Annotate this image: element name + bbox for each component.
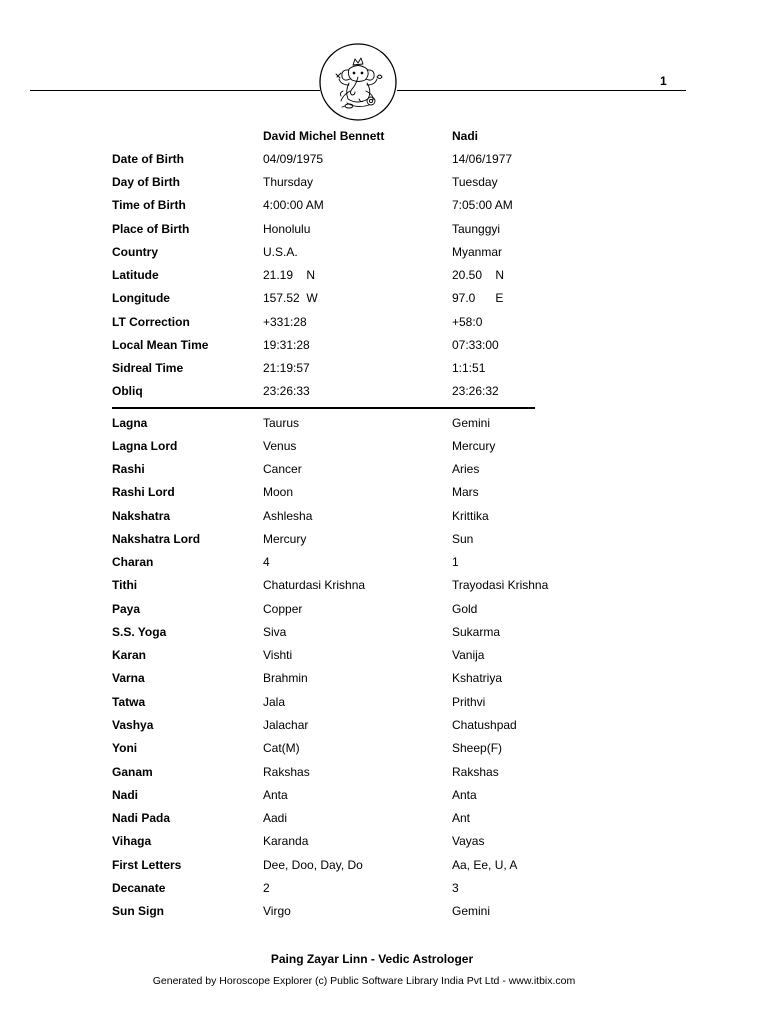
person2-nadi-pada: Ant (452, 811, 471, 825)
person1-tithi: Chaturdasi Krishna (263, 578, 366, 592)
person2-vihaga: Vayas (452, 834, 485, 848)
person2-place-of-birth: Taunggyi (452, 222, 501, 236)
row-label-nadi: Nadi (112, 788, 139, 802)
person1-charan: 4 (263, 555, 270, 569)
person1-first-letters: Dee, Doo, Day, Do (263, 858, 363, 872)
row-label-charan: Charan (112, 555, 154, 569)
person2-yoni: Sheep(F) (452, 741, 503, 755)
row-label-obliq: Obliq (112, 384, 143, 398)
person2-first-letters: Aa, Ee, U, A (452, 858, 518, 872)
row-label-time-of-birth: Time of Birth (112, 198, 186, 212)
header-rule-left (30, 90, 320, 91)
row-label-lt-correction: LT Correction (112, 315, 190, 329)
row-label-local-mean-time: Local Mean Time (112, 338, 209, 352)
row-label-lagna-lord: Lagna Lord (112, 439, 178, 453)
row-label-vihaga: Vihaga (112, 834, 152, 848)
row-label-place-of-birth: Place of Birth (112, 222, 190, 236)
person2-nakshatra-lord: Sun (452, 532, 474, 546)
person2-sun-sign: Gemini (452, 904, 491, 918)
footer-title: Paing Zayar Linn - Vedic Astrologer (270, 952, 474, 966)
person1-vihaga: Karanda (263, 834, 309, 848)
person2-decanate: 3 (452, 881, 459, 895)
person2-vashya: Chatushpad (452, 718, 517, 732)
person1-sidreal-time: 21:19:57 (263, 361, 310, 375)
person1-sun-sign: Virgo (263, 904, 291, 918)
person1-ganam: Rakshas (263, 765, 310, 779)
person2-time-of-birth: 7:05:00 AM (452, 198, 513, 212)
person1-name-header: David Michel Bennett (263, 129, 385, 143)
person2-lt-correction: +58:0 (452, 315, 483, 329)
page-number: 1 (660, 74, 667, 88)
row-label-tithi: Tithi (112, 578, 138, 592)
row-label-yoni: Yoni (112, 741, 138, 755)
person1-obliq: 23:26:33 (263, 384, 310, 398)
row-label-lagna: Lagna (112, 416, 148, 430)
person1-tatwa: Jala (263, 695, 286, 709)
person2-name-header: Nadi (452, 129, 479, 143)
row-label-sun-sign: Sun Sign (112, 904, 164, 918)
ganesha-emblem-icon (319, 43, 397, 121)
row-label-paya: Paya (112, 602, 141, 616)
person1-lt-correction: +331:28 (263, 315, 307, 329)
person2-rashi-lord: Mars (452, 485, 479, 499)
person1-longitude: 157.52 W (263, 291, 318, 305)
person1-nadi-pada: Aadi (263, 811, 288, 825)
header-rule-right (397, 90, 686, 91)
person2-longitude: 97.0 E (452, 291, 504, 305)
row-label-decanate: Decanate (112, 881, 166, 895)
person2-rashi: Aries (452, 462, 480, 476)
row-label-longitude: Longitude (112, 291, 170, 305)
row-label-first-letters: First Letters (112, 858, 182, 872)
row-label-nadi-pada: Nadi Pada (112, 811, 171, 825)
person1-rashi-lord: Moon (263, 485, 294, 499)
footer-credit: Generated by Horoscope Explorer (c) Public Software Library India Pvt Ltd - www.itbix.com (152, 975, 576, 987)
person2-varna: Kshatriya (452, 671, 503, 685)
person2-nadi: Anta (452, 788, 477, 802)
person1-latitude: 21.19 N (263, 268, 316, 282)
person1-yoni: Cat(M) (263, 741, 300, 755)
person2-nakshatra: Krittika (452, 509, 489, 523)
person1-ss-yoga: Siva (263, 625, 287, 639)
person2-lagna-lord: Mercury (452, 439, 496, 453)
row-label-latitude: Latitude (112, 268, 159, 282)
person2-karan: Vanija (452, 648, 485, 662)
row-label-ganam: Ganam (112, 765, 153, 779)
person2-sidreal-time: 1:1:51 (452, 361, 486, 375)
person2-day-of-birth: Tuesday (452, 175, 498, 189)
row-label-country: Country (112, 245, 158, 259)
row-label-tatwa: Tatwa (112, 695, 146, 709)
person1-day-of-birth: Thursday (263, 175, 314, 189)
person2-charan: 1 (452, 555, 459, 569)
person1-country: U.S.A. (263, 245, 298, 259)
person1-decanate: 2 (263, 881, 270, 895)
person2-ss-yoga: Sukarma (452, 625, 501, 639)
person2-ganam: Rakshas (452, 765, 499, 779)
person1-karan: Vishti (263, 648, 293, 662)
row-label-nakshatra-lord: Nakshatra Lord (112, 532, 201, 546)
person1-nakshatra: Ashlesha (263, 509, 313, 523)
row-label-day-of-birth: Day of Birth (112, 175, 181, 189)
row-label-varna: Varna (112, 671, 145, 685)
row-label-rashi: Rashi (112, 462, 145, 476)
person2-tatwa: Prithvi (452, 695, 486, 709)
person2-country: Myanmar (452, 245, 503, 259)
section-divider (112, 407, 535, 409)
person1-lagna: Taurus (263, 416, 300, 430)
person2-tithi: Trayodasi Krishna (452, 578, 549, 592)
person2-obliq: 23:26:32 (452, 384, 499, 398)
person1-paya: Copper (263, 602, 303, 616)
person2-local-mean-time: 07:33:00 (452, 338, 499, 352)
row-label-nakshatra: Nakshatra (112, 509, 171, 523)
row-label-ss-yoga: S.S. Yoga (112, 625, 167, 639)
row-label-date-of-birth: Date of Birth (112, 152, 184, 166)
person2-latitude: 20.50 N (452, 268, 505, 282)
person1-date-of-birth: 04/09/1975 (263, 152, 324, 166)
person1-place-of-birth: Honolulu (263, 222, 311, 236)
person1-rashi: Cancer (263, 462, 302, 476)
person1-local-mean-time: 19:31:28 (263, 338, 310, 352)
person2-lagna: Gemini (452, 416, 491, 430)
person1-time-of-birth: 4:00:00 AM (263, 198, 324, 212)
row-label-sidreal-time: Sidreal Time (112, 361, 184, 375)
person2-paya: Gold (452, 602, 478, 616)
row-label-karan: Karan (112, 648, 147, 662)
person1-vashya: Jalachar (263, 718, 309, 732)
row-label-vashya: Vashya (112, 718, 154, 732)
row-label-rashi-lord: Rashi Lord (112, 485, 175, 499)
person1-varna: Brahmin (263, 671, 308, 685)
person1-nadi: Anta (263, 788, 288, 802)
person1-nakshatra-lord: Mercury (263, 532, 307, 546)
person1-lagna-lord: Venus (263, 439, 297, 453)
person2-date-of-birth: 14/06/1977 (452, 152, 513, 166)
